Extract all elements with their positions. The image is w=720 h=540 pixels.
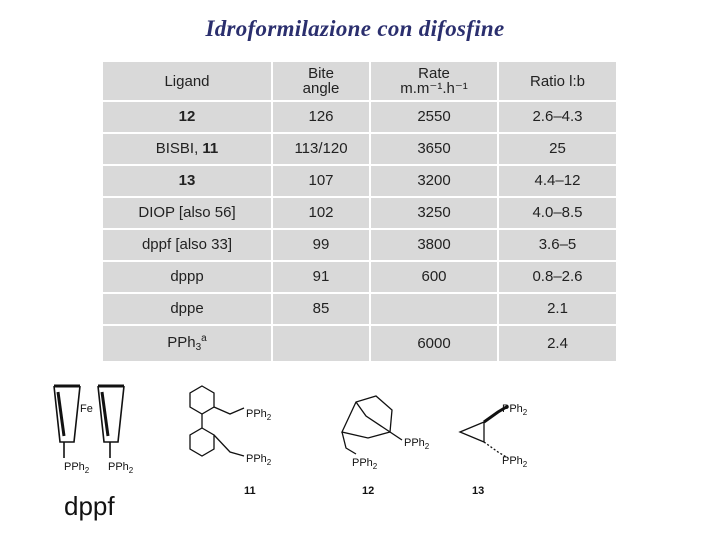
header-ligand: Ligand xyxy=(102,61,272,101)
ligand-table xyxy=(101,60,618,363)
ligand-subscript: 3 xyxy=(195,342,202,354)
cell-bite: 85 xyxy=(272,293,370,325)
cell-ligand xyxy=(102,325,272,362)
ligand-name: PPh xyxy=(167,334,196,352)
ligand-number: 13 xyxy=(178,172,196,190)
table-row xyxy=(102,133,617,165)
structure-number-11: 11 xyxy=(244,485,256,497)
cell-ligand: dppf [also 33] xyxy=(102,229,272,261)
cell-rate: 2550 xyxy=(370,101,498,133)
table-row xyxy=(102,293,617,325)
cell-rate: 3250 xyxy=(370,197,498,229)
cell-ligand: dppp xyxy=(102,261,272,293)
structure-number-12: 12 xyxy=(362,485,375,497)
cell-ratio: 2.4 xyxy=(498,325,617,362)
ligand-structures xyxy=(40,372,600,522)
cell-rate xyxy=(370,293,498,325)
cell-ratio: 0.8–2.6 xyxy=(498,261,617,293)
cell-bite: 99 xyxy=(272,229,370,261)
cell-ligand: DIOP [also 56] xyxy=(102,197,272,229)
header-bite-line1: Bite xyxy=(308,65,334,82)
ligand-table-container xyxy=(101,60,616,363)
header-bite-line2: angle xyxy=(302,80,340,97)
header-rate xyxy=(370,61,498,101)
pph2-label: PPh$_2$ xyxy=(502,403,528,417)
dppf-structure xyxy=(54,386,124,458)
pph2-label: PPh$_2$ xyxy=(246,408,272,422)
cell-bite: 107 xyxy=(272,165,370,197)
cell-bite xyxy=(272,325,370,362)
ligand-name: BISBI, xyxy=(155,140,203,158)
table-row xyxy=(102,197,617,229)
cell-bite: 102 xyxy=(272,197,370,229)
pph2-label: PPh$_2$ xyxy=(352,457,378,471)
pph2-label: PPh$_2$ xyxy=(502,455,528,469)
cell-ratio: 4.0–8.5 xyxy=(498,197,617,229)
ligand-superscript: a xyxy=(201,333,207,345)
pph2-label: PPh$_2$ xyxy=(404,437,430,451)
cell-rate: 3650 xyxy=(370,133,498,165)
cell-rate: 3800 xyxy=(370,229,498,261)
cell-rate: 3200 xyxy=(370,165,498,197)
table-row xyxy=(102,325,617,362)
cell-ligand xyxy=(102,133,272,165)
table-row xyxy=(102,229,617,261)
cell-ratio: 25 xyxy=(498,133,617,165)
norbornane-structure xyxy=(342,396,402,454)
pph2-label: PPh$_2$ xyxy=(246,453,272,467)
cell-rate: 6000 xyxy=(370,325,498,362)
structure-number-13: 13 xyxy=(472,485,485,497)
cell-ratio: 3.6–5 xyxy=(498,229,617,261)
header-rate-line1: Rate xyxy=(418,65,450,82)
cell-ligand xyxy=(102,101,272,133)
cyclopropane-structure xyxy=(460,406,508,458)
table-row xyxy=(102,261,617,293)
ligand-number: 11 xyxy=(202,140,219,158)
cell-ligand: dppe xyxy=(102,293,272,325)
pph2-label: PPh$_2$ xyxy=(64,461,90,475)
cell-ratio: 2.1 xyxy=(498,293,617,325)
cell-bite: 126 xyxy=(272,101,370,133)
bisbi-structure xyxy=(190,386,244,456)
cell-bite: 91 xyxy=(272,261,370,293)
dppf-caption: dppf xyxy=(64,491,115,521)
header-rate-line2: m.m⁻¹.h⁻¹ xyxy=(400,80,468,97)
cell-bite: 113/120 xyxy=(272,133,370,165)
iron-label: Fe xyxy=(80,403,93,415)
cell-rate: 600 xyxy=(370,261,498,293)
table-row xyxy=(102,165,617,197)
pph2-label: PPh$_2$ xyxy=(108,461,134,475)
table-row xyxy=(102,101,617,133)
header-bite-angle xyxy=(272,61,370,101)
cell-ratio: 2.6–4.3 xyxy=(498,101,617,133)
header-ratio: Ratio l:b xyxy=(498,61,617,101)
slide-title: Idroformilazione con difosfine xyxy=(205,16,505,41)
ligand-number: 12 xyxy=(178,108,196,126)
cell-ligand xyxy=(102,165,272,197)
table-header-row xyxy=(102,61,617,101)
cell-ratio: 4.4–12 xyxy=(498,165,617,197)
